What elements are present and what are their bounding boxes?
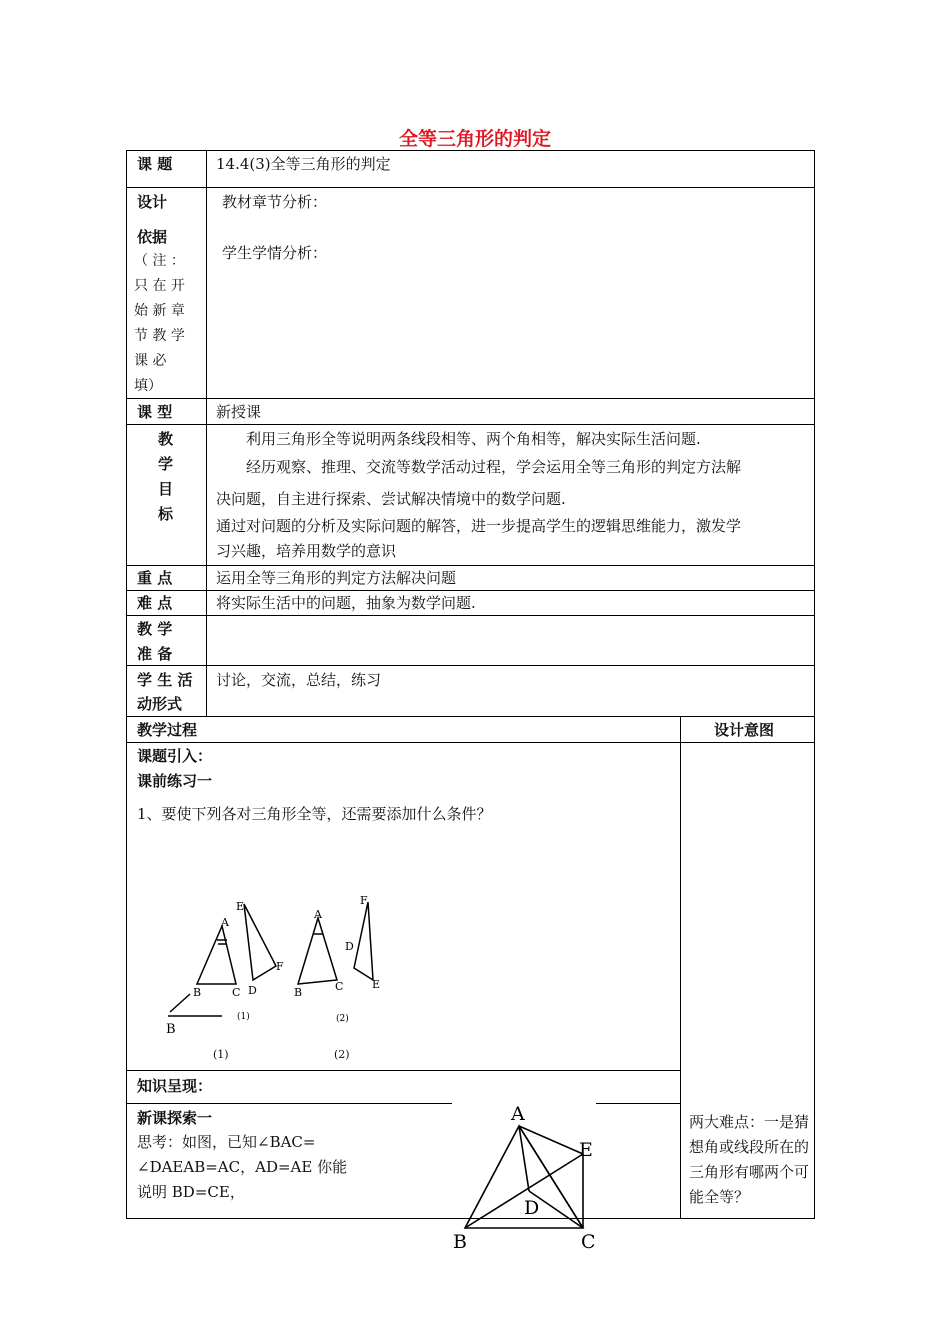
process-header: 教学过程 <box>137 721 198 739</box>
fig2-number: (2) <box>336 1014 349 1024</box>
explore-heading: 新课探索一 <box>137 1109 213 1127</box>
basis-label-1: 设计 <box>137 193 168 211</box>
goals-label-4: 标 <box>158 505 174 523</box>
big-label-B: B <box>453 1231 467 1253</box>
fig2-label-A: A <box>314 908 322 921</box>
basis-note-1: （ 注 ： <box>134 253 185 269</box>
page-title: 全等三角形的判定 <box>398 128 551 150</box>
fig2-label-E: E <box>372 978 381 991</box>
fig2-label-D: D <box>345 940 354 953</box>
fig2-label-B: B <box>294 986 303 999</box>
fig1-label-D: D <box>248 984 257 997</box>
fig-caption-2: (2) <box>334 1048 350 1061</box>
triangle-pairs-figure <box>160 888 390 1068</box>
fig2-label-C: C <box>335 980 344 993</box>
basis-note-4: 节 教 学 <box>134 328 185 344</box>
goal-1: 利用三角形全等说明两条线段相等、两个角相等，解决实际生活问题. <box>246 430 701 448</box>
basis-label-2: 依据 <box>137 228 168 246</box>
basis-note-5: 课 必 <box>134 353 167 369</box>
basis-note-6: 填） <box>134 378 162 394</box>
explore-line-1: 思考：如图，已知∠BAC= <box>137 1133 316 1151</box>
activity-label-1: 学 生 活 <box>137 671 193 689</box>
key-label: 重 点 <box>137 569 173 587</box>
fig1-number: (1) <box>237 1012 250 1022</box>
difficulty-value: 将实际生活中的问题，抽象为数学问题. <box>216 594 476 612</box>
question-1: 1、要使下列各对三角形全等，还需要添加什么条件？ <box>137 805 492 823</box>
difficulty-label: 难 点 <box>137 594 173 612</box>
prep-label-1: 教 学 <box>137 620 173 638</box>
design-intent-note: 两大难点：一是猜想角或线段所在的三角形有哪两个可能全等？ <box>689 1113 810 1206</box>
goals-label-3: 目 <box>158 480 174 498</box>
fig1-label-F: F <box>276 960 284 973</box>
student-analysis: 学生学情分析： <box>222 244 328 262</box>
intent-header: 设计意图 <box>714 721 775 739</box>
explore-triangle-figure <box>445 1098 615 1256</box>
pre-exercise-heading: 课前练习一 <box>137 772 213 790</box>
topic-value: 14.4(3)全等三角形的判定 <box>216 155 391 173</box>
big-label-A: A <box>511 1103 525 1125</box>
big-label-C: C <box>581 1231 596 1253</box>
goal-2b: 决问题，自主进行探索、尝试解决情境中的数学问题. <box>216 490 566 508</box>
fig1-label-A: A <box>221 916 229 929</box>
explore-line-3: 说明 BD=CE， <box>137 1183 245 1201</box>
topic-label: 课 题 <box>137 155 173 173</box>
activity-value: 讨论，交流，总结，练习 <box>216 671 382 689</box>
goal-2a: 经历观察、推理、交流等数学活动过程，学会运用全等三角形的判定方法解 <box>246 458 742 476</box>
textbook-analysis: 教材章节分析： <box>222 193 328 211</box>
prep-label-2: 准 备 <box>137 645 173 663</box>
goals-label-2: 学 <box>158 455 174 473</box>
fig1-label-E: E <box>236 900 245 913</box>
goal-3a: 通过对问题的分析及实际问题的解答，进一步提高学生的逻辑思维能力，激发学 <box>216 517 742 535</box>
fig1-label-B: B <box>193 986 202 999</box>
basis-note-2: 只 在 开 <box>134 278 185 294</box>
explore-line-2: ∠DAEAB=AC，AD=AE 你能 <box>137 1158 348 1176</box>
big-label-E: E <box>579 1139 593 1161</box>
fig2-label-F: F <box>360 894 368 907</box>
goal-3b: 习兴趣，培养用数学的意识 <box>216 542 397 560</box>
knowledge-heading: 知识呈现： <box>137 1077 213 1095</box>
stray-label-B: B <box>166 1022 176 1037</box>
big-label-D: D <box>524 1197 540 1219</box>
type-value: 新授课 <box>216 403 262 421</box>
key-value: 运用全等三角形的判定方法解决问题 <box>216 569 457 587</box>
activity-label-2: 动形式 <box>137 695 183 713</box>
type-label: 课 型 <box>137 403 173 421</box>
goals-label-1: 教 <box>158 430 174 448</box>
fig-caption-1: (1) <box>213 1048 229 1061</box>
basis-note-3: 始 新 章 <box>134 303 185 319</box>
intro-heading: 课题引入： <box>137 747 213 765</box>
fig1-label-C: C <box>232 986 241 999</box>
